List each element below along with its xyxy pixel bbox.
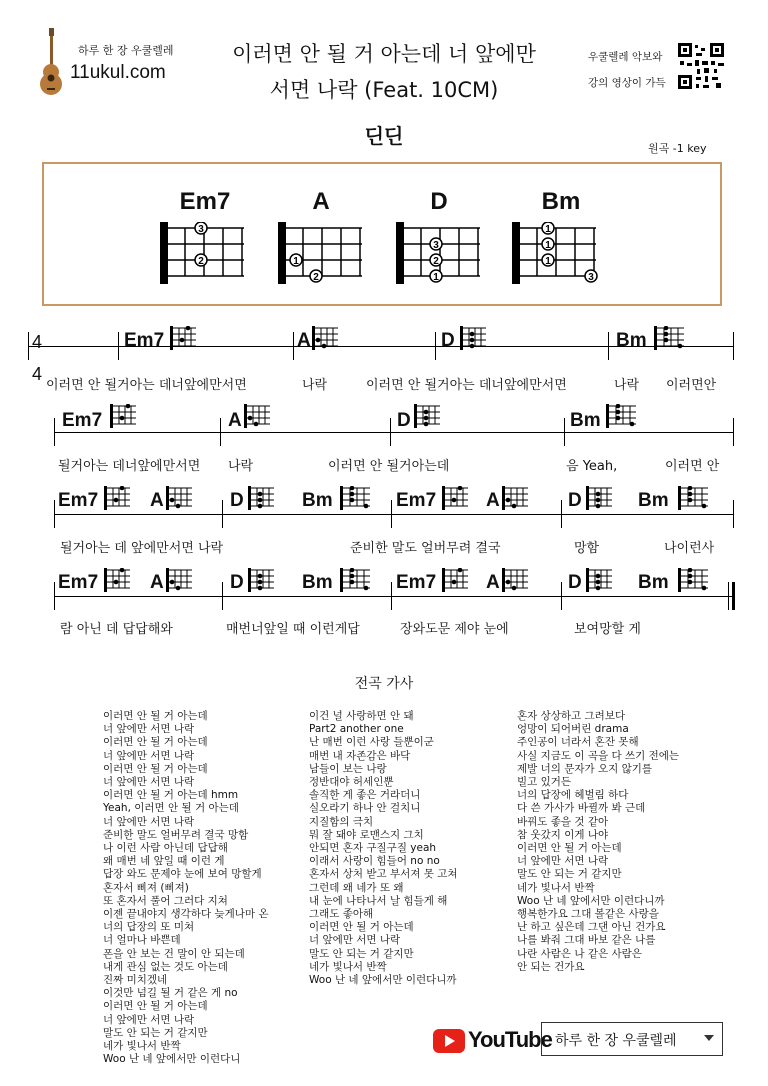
staff3-lyric-1: 될거아는 데 앞에만서면 나락 <box>60 541 224 556</box>
lyric-line: Woo 난 네 앞에서만 이런다니 <box>103 1053 241 1066</box>
lyric-line: 너 앞에만 서면 나락 <box>103 815 195 828</box>
staff4-lyric-4: 보여망할 게 <box>574 622 641 637</box>
lyric-line: 사실 지금도 이 곡을 다 쓰기 전에는 <box>517 749 680 762</box>
lyric-line: 제발 너의 문자가 오지 않기를 <box>517 762 653 775</box>
a-mini-chord-icon <box>312 326 338 350</box>
staff2-lyric-3: 이러면 안 될거아는데 <box>328 459 450 474</box>
svg-text:3: 3 <box>433 240 439 251</box>
lyric-line: 정반대야 허세인뿐 <box>309 776 394 789</box>
svg-text:3: 3 <box>588 272 594 283</box>
lyric-line: 너 앞에만 서면 나락 <box>103 723 195 736</box>
em7-mini-chord-icon <box>170 326 196 350</box>
staff2-lyric-1: 될거아는 데너앞에만서면 <box>58 459 201 474</box>
youtube-play-icon <box>433 1029 465 1053</box>
channel-name: 하루 한 장 우쿨렐레 <box>555 1033 677 1049</box>
d-mini-chord-icon <box>586 568 612 592</box>
staff3-chord-7: D <box>568 490 582 511</box>
lyric-line: 네가 빛나서 반짝 <box>309 960 387 973</box>
logo-slogan: 하루 한 장 우쿨렐레 <box>78 44 174 57</box>
lyric-line: 너 앞에만 서면 나락 <box>103 749 195 762</box>
bm-mini-chord-icon <box>654 326 684 350</box>
lyric-line: 말도 안 되는 거 같지만 <box>309 947 414 960</box>
bm-mini-chord-icon <box>678 568 708 592</box>
svg-text:1: 1 <box>545 240 551 251</box>
lyric-line: 바꿔도 좋을 것 같아 <box>517 815 609 828</box>
lyric-line: 혼자서 삐져 (삐져) <box>103 881 189 894</box>
bm-mini-chord-icon <box>340 486 370 510</box>
lyric-line: 안되면 혼자 구질구질 yeah <box>309 842 437 855</box>
song-title-line1: 이러면 안 될 거 아는데 너 앞에만 <box>232 42 536 66</box>
staff2-chord-3: D <box>397 410 411 431</box>
lyric-line: 그래도 좋아해 <box>309 908 374 921</box>
lyric-line: 이것만 넘길 될 거 같은 게 no <box>103 987 238 1000</box>
lyric-line: 혼자 상상하고 그려보다 <box>517 710 626 722</box>
staff3-chord-2: A <box>150 490 164 511</box>
lyric-line: 매번 내 자존감은 바닥 <box>309 749 411 762</box>
staff3-lyric-4: 나이런사 <box>664 541 715 556</box>
d-chord-diagram <box>396 222 482 284</box>
staff2-chord-1: Em7 <box>62 410 103 431</box>
staff4-chord-6: A <box>486 572 500 593</box>
time-sig-top: 4 <box>32 332 43 352</box>
d-mini-chord-icon <box>460 326 486 350</box>
staff3-chord-3: D <box>230 490 244 511</box>
lyric-line: 너 얼마나 바쁜데 <box>103 934 181 947</box>
svg-text:1: 1 <box>545 224 551 235</box>
chevron-down-icon <box>704 1035 714 1041</box>
artist-name: 딘딘 <box>364 124 404 148</box>
staff1-lyric-4: 나락 <box>614 378 640 393</box>
lyric-line: 혼자서 상처 받고 부서져 못 고쳐 <box>309 868 458 881</box>
lyric-line: 또 혼자서 풀어 그러다 지쳐 <box>103 894 228 907</box>
staff3-lyric-3: 망함 <box>574 541 600 556</box>
lyric-line: 너의 답장의 또 미쳐 <box>103 921 195 934</box>
chord-name-a: A <box>312 188 330 215</box>
svg-text:1: 1 <box>545 256 551 267</box>
lyric-line: 빌고 있거든 <box>517 776 572 789</box>
svg-text:1: 1 <box>433 272 439 283</box>
lyric-line: 너 앞에만 서면 나락 <box>309 934 401 947</box>
lyric-line: Woo 난 네 앞에서만 이런다니까 <box>309 974 457 987</box>
chord-chart-box <box>42 162 722 306</box>
final-barline <box>732 582 735 610</box>
staff1-lyric-5: 이러면안 <box>666 378 717 393</box>
staff3-lyric-2: 준비한 말도 얼버무려 결국 <box>350 541 501 556</box>
staff3-chord-6: A <box>486 490 500 511</box>
staff3-chord-1: Em7 <box>58 490 99 511</box>
side-note-line2: 강의 영상이 가득 <box>588 77 666 89</box>
lyric-line: 나 이런 사람 아닌데 답답해 <box>103 842 228 855</box>
a-mini-chord-icon <box>166 568 192 592</box>
staff2-chord-4: Bm <box>570 410 601 431</box>
staff1-chord-3: D <box>441 330 455 351</box>
d-mini-chord-icon <box>414 404 440 428</box>
lyric-line: 참 웃갔지 이게 나야 <box>517 828 609 841</box>
staff4-lyric-1: 람 아닌 데 답답해와 <box>60 622 173 637</box>
bm-mini-chord-icon <box>340 568 370 592</box>
lyric-line: Part2 another one <box>309 723 404 736</box>
lyric-line: 이건 널 사랑하면 안 돼 <box>309 710 414 722</box>
lyric-line: 이러면 안 될 거 아는데 <box>103 710 208 722</box>
lyric-line: 답장 와도 문제야 눈에 보여 망할게 <box>103 868 262 881</box>
lyric-line: 폰을 안 보는 건 말이 안 되는데 <box>103 947 245 960</box>
lyric-line: Woo 난 네 앞에서만 이런다니까 <box>517 894 665 907</box>
bm-chord-diagram <box>512 222 598 284</box>
lyric-line: 주인공이 너라서 혼잔 못해 <box>517 736 639 749</box>
lyric-line: 진짜 미치겠네 <box>103 974 168 987</box>
lyric-line: 말도 안 되는 거 같지만 <box>103 1026 208 1039</box>
youtube-logo[interactable] <box>433 1026 552 1056</box>
staff4-chord-1: Em7 <box>58 572 99 593</box>
lyric-line: 이러면 안 될 거 아는데 <box>103 762 208 775</box>
em7-mini-chord-icon <box>442 486 468 510</box>
staff2-lyric-5: 이러면 안 <box>665 459 720 474</box>
lyric-line: 남들이 보는 나랑 <box>309 762 387 775</box>
staff1-lyric-1: 이러면 안 될거아는 데너앞에만서면 <box>46 378 247 393</box>
lyric-line: 너 앞에만 서면 나락 <box>103 776 195 789</box>
full-lyrics-title: 전곡 가사 <box>354 676 414 692</box>
svg-text:3: 3 <box>198 224 204 235</box>
side-note <box>588 44 666 96</box>
staff2-chord-2: A <box>228 410 242 431</box>
em7-mini-chord-icon <box>104 568 130 592</box>
staff4-chord-4: Bm <box>302 572 333 593</box>
staff4-lyric-3: 장와도문 제야 눈에 <box>400 622 509 637</box>
chord-name-bm: Bm <box>541 188 581 215</box>
lyric-line: 이젠 끝내야지 생각하다 늦게나마 온 <box>103 908 269 921</box>
staff4-chord-5: Em7 <box>396 572 437 593</box>
lyric-line: 내 눈에 나타나서 날 힘들게 해 <box>309 894 448 907</box>
staff1-lyric-2: 나락 <box>302 378 328 393</box>
em7-mini-chord-icon <box>442 568 468 592</box>
lyric-line: 나를 봐줘 그대 바보 같은 나를 <box>517 934 656 947</box>
lyric-line: 네가 빛나서 반짝 <box>103 1040 181 1053</box>
staff2-lyric-4: 음 Yeah, <box>566 459 618 474</box>
lyric-line: 이래서 사랑이 힘들어 no no <box>309 855 440 868</box>
key-note: 원곡 -1 key <box>648 142 707 155</box>
em7-mini-chord-icon <box>104 486 130 510</box>
lyric-line: 행복한가요 그대 볼같은 사랑을 <box>517 908 659 921</box>
lyric-line: 준비한 말도 얼버무려 결국 망함 <box>103 828 249 841</box>
d-mini-chord-icon <box>248 568 274 592</box>
lyric-line: 다 쓴 가사가 바뀔까 봐 근데 <box>517 802 646 815</box>
lyric-line: 너 앞에만 서면 나락 <box>103 1013 195 1026</box>
lyric-line: 안 되는 건가요 <box>517 960 585 973</box>
em7-mini-chord-icon <box>110 404 136 428</box>
lyric-line: 왜 매번 네 앞일 때 이런 게 <box>103 855 225 868</box>
lyric-line: 솔직한 게 좋은 거라더니 <box>309 789 421 802</box>
staff4-chord-3: D <box>230 572 244 593</box>
lyric-line: 이러면 안 될 거 아는데 <box>309 921 414 934</box>
lyric-line: 너 앞에만 서면 나락 <box>517 855 609 868</box>
a-mini-chord-icon <box>502 486 528 510</box>
lyric-line: 너의 답장에 헤벌림 하다 <box>517 789 629 802</box>
bm-mini-chord-icon <box>678 486 708 510</box>
youtube-label: YouTube <box>468 1027 552 1052</box>
svg-text:2: 2 <box>433 256 439 267</box>
svg-text:1: 1 <box>293 256 299 267</box>
logo-site[interactable]: 11ukul.com <box>70 62 166 83</box>
lyric-line: 그런데 왜 네가 또 왜 <box>309 881 404 894</box>
channel-select[interactable] <box>541 1022 723 1056</box>
lyric-line: 난 하고 싶은데 그댄 아닌 건가요 <box>517 921 666 934</box>
song-title-line2: 서면 나락 (Feat. 10CM) <box>269 78 499 102</box>
lyric-line: 이러면 안 될 거 아는데 hmm <box>103 789 239 802</box>
lyric-line: 이러면 안 될 거 아는데 <box>103 1000 208 1013</box>
chord-name-em7: Em7 <box>179 188 231 215</box>
lyric-line: 말도 안 되는 거 같지만 <box>517 868 622 881</box>
lyric-line: 엉망이 되어버린 drama <box>517 723 629 736</box>
lyric-line: Yeah, 이러면 안 될 거 아는데 <box>103 802 239 815</box>
lyric-line: 이러면 안 될 거 아는데 <box>103 736 208 749</box>
lyric-line: 나란 사람은 나 같은 사람은 <box>517 947 642 960</box>
staff3-chord-8: Bm <box>638 490 669 511</box>
lyric-line: 지질함의 극치 <box>309 815 374 828</box>
a-mini-chord-icon <box>502 568 528 592</box>
a-chord-diagram <box>278 222 364 284</box>
full-lyrics-col-3 <box>517 710 679 974</box>
d-mini-chord-icon <box>248 486 274 510</box>
lyric-line: 뭐 잘 돼야 로맨스지 그치 <box>309 828 424 841</box>
a-mini-chord-icon <box>166 486 192 510</box>
staff1-chord-4: Bm <box>616 330 647 351</box>
staff3-chord-5: Em7 <box>396 490 437 511</box>
side-note-line1: 우쿨렐레 악보와 <box>588 51 663 63</box>
em7-chord-diagram <box>160 222 246 284</box>
staff3-chord-4: Bm <box>302 490 333 511</box>
staff2-lyric-2: 나락 <box>228 459 254 474</box>
lyric-line: 실오라기 하나 안 걸치니 <box>309 802 421 815</box>
lyric-line: 이러면 안 될 거 아는데 <box>517 842 622 855</box>
a-mini-chord-icon <box>244 404 270 428</box>
bm-mini-chord-icon <box>606 404 636 428</box>
lyric-line: 난 매번 이런 사랑 들뿐이군 <box>309 736 434 749</box>
svg-text:2: 2 <box>313 272 319 283</box>
staff4-chord-7: D <box>568 572 582 593</box>
chord-name-d: D <box>430 188 448 215</box>
staff4-chord-8: Bm <box>638 572 669 593</box>
svg-text:2: 2 <box>198 256 204 267</box>
full-lyrics-col-2 <box>309 710 458 987</box>
staff1-chord-2: A <box>297 330 311 351</box>
staff4-chord-2: A <box>150 572 164 593</box>
lyric-line: 내게 관심 없는 것도 아는데 <box>103 960 228 973</box>
staff4-lyric-2: 매번너앞일 때 이런게답 <box>226 622 360 637</box>
staff1-lyric-3: 이러면 안 될거아는 데너앞에만서면 <box>366 378 567 393</box>
qr-code-icon[interactable] <box>678 43 724 89</box>
time-sig-bottom: 4 <box>32 364 43 384</box>
lyric-line: 네가 빛나서 반짝 <box>517 881 595 894</box>
d-mini-chord-icon <box>586 486 612 510</box>
staff1-chord-1: Em7 <box>124 330 165 351</box>
full-lyrics-col-1 <box>103 710 269 1066</box>
